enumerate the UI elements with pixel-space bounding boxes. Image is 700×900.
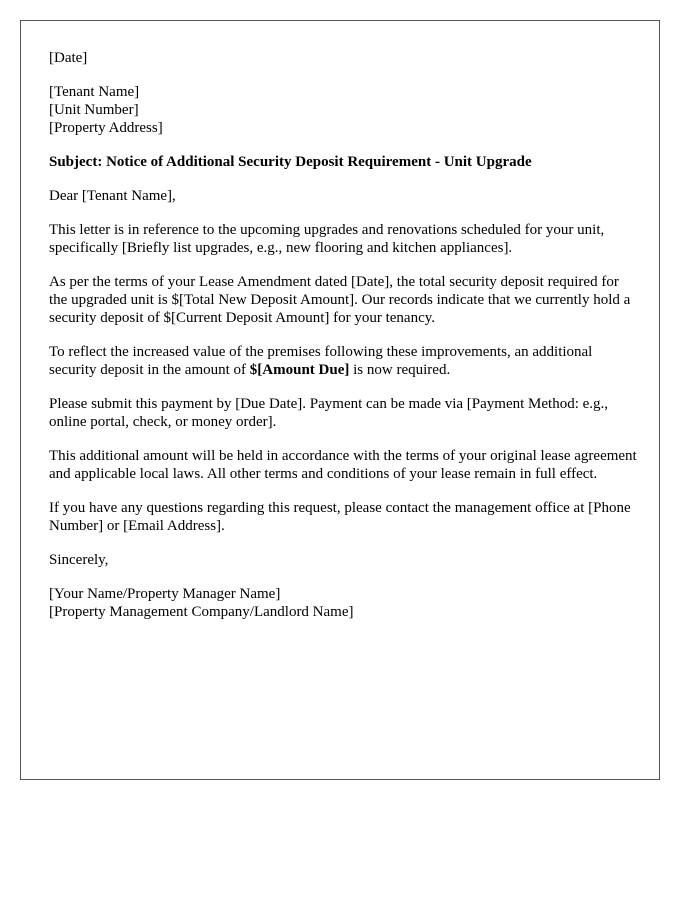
paragraph-additional-deposit [49, 343, 639, 379]
amount-due: $[Amount Due] [249, 362, 350, 378]
recipient-name: [Tenant Name] [49, 84, 140, 100]
paragraph-upgrades: This letter is in reference to the upcoming upgrades and renovations scheduled for your unit, specifically [Briefly list upgrades, e.g., new flooring and kitchen appliances]. [49, 222, 605, 256]
letter-body [49, 49, 639, 637]
additional-deposit-text-before: To reflect the increased value of the premises following these improvements, an additional security deposit in the amount of [49, 344, 593, 378]
subject-line: Subject: Notice of Additional Security Deposit Requirement - Unit Upgrade [49, 154, 532, 170]
paragraph-terms: This additional amount will be held in accordance with the terms of your original lease agreement and applicable local laws. All other terms and conditions of your lease remain in full effect. [49, 448, 637, 482]
recipient-address: [Property Address] [49, 120, 163, 136]
signature-block [49, 585, 639, 621]
recipient-unit: [Unit Number] [49, 102, 139, 118]
closing: Sincerely, [49, 552, 109, 568]
signature-name: [Your Name/Property Manager Name] [49, 586, 281, 602]
signature-company: [Property Management Company/Landlord Name] [49, 604, 354, 620]
additional-deposit-text-after: is now required. [349, 362, 451, 378]
salutation: Dear [Tenant Name], [49, 188, 176, 204]
paragraph-contact: If you have any questions regarding this request, please contact the management office at [Phone Number] or [Email Address]. [49, 500, 631, 534]
paragraph-payment: Please submit this payment by [Due Date]. Payment can be made via [Payment Method: e.g., online portal, check, or money order]. [49, 396, 609, 430]
letter-date: [Date] [49, 50, 88, 66]
letter-page [20, 20, 660, 780]
paragraph-deposit-terms: As per the terms of your Lease Amendment dated [Date], the total security deposit required for the upgraded unit is $[Total New Deposit Amount]. Our records indicate that we currently hold a security deposit of $[Current Deposit Amount] for your tenancy. [49, 274, 631, 326]
recipient-block [49, 83, 639, 137]
